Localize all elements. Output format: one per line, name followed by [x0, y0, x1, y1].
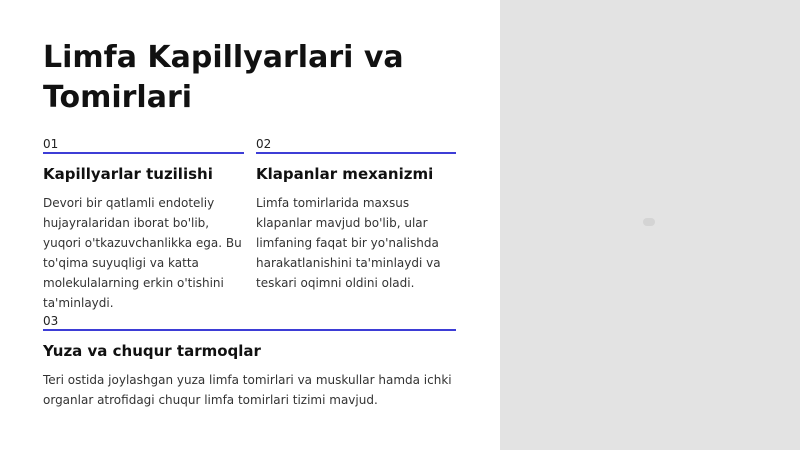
card-heading: Yuza va chuqur tarmoqlar: [43, 342, 261, 360]
card-text: Devori bir qatlamli endoteliy hujayralaridan iborat bo'lib, yuqori o'tkazuvchanlikka ega. Bu to'qima suyuqligi va katta molekulalarning erkin o'tishini ta'minlaydi.: [43, 196, 242, 310]
card-number: 01: [43, 137, 244, 154]
card-heading: Kapillyarlar tuzilishi: [43, 165, 213, 183]
card-superficial-deep-networks: [43, 314, 456, 410]
card-text: Limfa tomirlarida maxsus klapanlar mavjud bo'lib, ular limfaning faqat bir yo'nalishda harakatlanishini ta'minlaydi va teskari oqimni oldini oladi.: [256, 196, 441, 290]
slide-title: Limfa Kapillyarlari va Tomirlari: [43, 40, 404, 115]
card-heading: Klapanlar mexanizmi: [256, 165, 434, 183]
card-valve-mechanism: [256, 137, 456, 293]
card-capillary-structure: [43, 137, 244, 313]
card-number: 03: [43, 314, 456, 331]
image-placeholder-mark: [643, 218, 655, 226]
card-text: Teri ostida joylashgan yuza limfa tomirlari va muskullar hamda ichki organlar atrofidagi chuqur limfa tomirlari tizimi mavjud.: [43, 373, 452, 407]
card-number: 02: [256, 137, 456, 154]
image-placeholder-panel: [500, 0, 800, 450]
